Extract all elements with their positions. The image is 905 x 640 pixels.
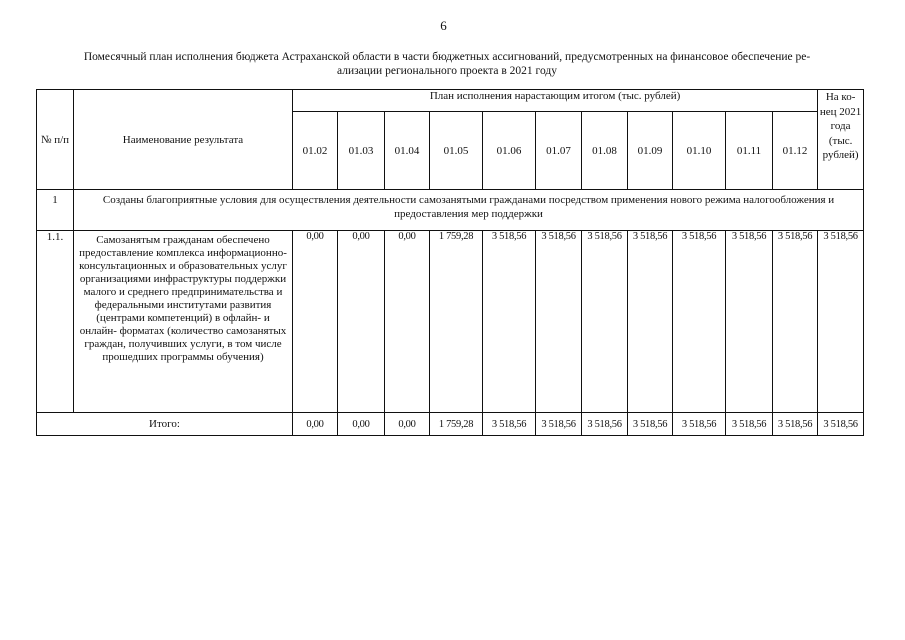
total-value: 3 518,56 [773, 413, 818, 436]
total-value: 3 518,56 [628, 413, 673, 436]
title-line-2: ализации регионального проекта в 2021 году [337, 65, 557, 77]
header-month: 01.09 [628, 112, 673, 190]
result-value: 0,00 [338, 231, 385, 413]
header-end-year: На ко-нец 2021 года (тыс. рублей) [818, 90, 864, 190]
total-value: 3 518,56 [673, 413, 726, 436]
header-month: 01.02 [293, 112, 338, 190]
header-num: № п/п [37, 90, 74, 190]
result-value: 3 518,56 [673, 231, 726, 413]
header-month: 01.06 [483, 112, 536, 190]
result-value: 3 518,56 [726, 231, 773, 413]
total-value: 0,00 [293, 413, 338, 436]
total-value: 0,00 [385, 413, 430, 436]
page-number: 6 [440, 18, 447, 33]
result-value: 3 518,56 [628, 231, 673, 413]
header-name: Наименование результата [74, 90, 293, 190]
title-line-1: Помесячный план исполнения бюджета Астраханской области в части бюджетных ассигнований, предусмотренных на финансовое обеспечение ре- [83, 51, 811, 63]
total-value: 0,00 [338, 413, 385, 436]
header-month: 01.12 [773, 112, 818, 190]
budget-plan-table [36, 89, 864, 436]
total-label: Итого: [37, 413, 293, 436]
header-month: 01.05 [430, 112, 483, 190]
header-month: 01.11 [726, 112, 773, 190]
result-value: 3 518,56 [536, 231, 582, 413]
goal-num: 1 [37, 190, 74, 231]
result-value: 1 759,28 [430, 231, 483, 413]
header-plan: План исполнения нарастающим итогом (тыс. рублей) [293, 90, 818, 112]
result-text: Самозанятым гражданам обеспечено предоставление комплекса информационно-консультационных и образовательных услуг организациями инфраструктуры поддержки малого и среднего предпринимательства и федеральными институтами развития (центрами компетенций) в офлайн- и онлайн- форматах (количество самозанятых граждан, получивших услуги, в том числе прошедших программы обучения) [74, 231, 293, 413]
result-value: 3 518,56 [483, 231, 536, 413]
header-row-top [37, 90, 864, 112]
result-row [37, 231, 864, 413]
result-value: 0,00 [293, 231, 338, 413]
header-month: 01.10 [673, 112, 726, 190]
total-value: 3 518,56 [483, 413, 536, 436]
header-month: 01.04 [385, 112, 430, 190]
total-value: 1 759,28 [430, 413, 483, 436]
goal-row [37, 190, 864, 231]
total-value: 3 518,56 [536, 413, 582, 436]
total-value: 3 518,56 [582, 413, 628, 436]
total-row [37, 413, 864, 436]
result-num: 1.1. [37, 231, 74, 413]
header-month: 01.03 [338, 112, 385, 190]
header-month: 01.07 [536, 112, 582, 190]
header-month: 01.08 [582, 112, 628, 190]
document-title [32, 50, 862, 78]
total-value: 3 518,56 [818, 413, 864, 436]
result-value: 3 518,56 [582, 231, 628, 413]
total-value: 3 518,56 [726, 413, 773, 436]
goal-text: Созданы благоприятные условия для осуществления деятельности самозанятыми гражданами посредством применения нового режима налогообложения и предоставления мер поддержки [74, 190, 864, 231]
result-value: 3 518,56 [818, 231, 864, 413]
result-value: 0,00 [385, 231, 430, 413]
result-value: 3 518,56 [773, 231, 818, 413]
